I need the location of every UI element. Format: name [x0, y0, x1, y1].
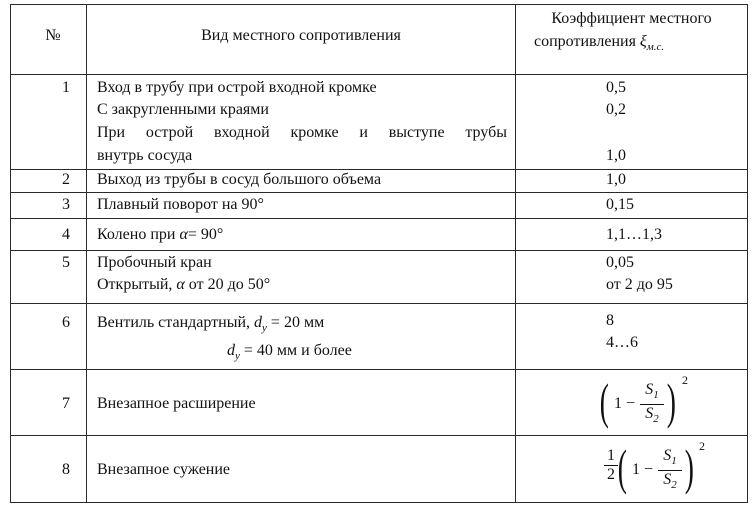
s2-sub: 2	[653, 413, 659, 426]
minus-sign: −	[626, 395, 636, 412]
xi-subscript: м.с.	[646, 41, 665, 54]
formula-one	[614, 394, 635, 414]
row-value: 0,05	[606, 254, 634, 271]
row-value: 1,1…1,3	[606, 226, 662, 243]
table-border-right	[747, 4, 748, 502]
header-type: Вид местного сопротивления	[201, 27, 401, 44]
row-label-rest: = 90°	[187, 226, 224, 243]
row-label: Открытый,	[97, 276, 173, 293]
s1-sub: 1	[671, 455, 677, 468]
row-text: Пробочный кран	[97, 254, 212, 271]
half-fraction	[604, 447, 618, 484]
row-text: При острой входной кромке и выступе трубы	[97, 124, 507, 141]
row-divider	[10, 250, 748, 251]
header-coef-text: сопротивления	[534, 33, 636, 50]
left-paren: (	[617, 439, 627, 495]
row-number: 6	[62, 314, 70, 331]
s1-sub: 1	[653, 389, 659, 402]
row-divider	[10, 435, 748, 436]
row-value: 0,5	[606, 79, 626, 96]
diameter-subscript: y	[235, 350, 240, 363]
row-divider	[10, 369, 748, 370]
area-ratio	[658, 447, 682, 494]
xi-symbol: ξ	[639, 33, 647, 50]
header-coef-line1: Коэффициент местного	[551, 10, 712, 27]
minus-sign: −	[644, 461, 654, 478]
table-border-top	[10, 4, 748, 5]
row-number: 7	[62, 395, 70, 412]
right-paren: )	[684, 439, 694, 495]
row-value: 1,0	[606, 147, 626, 164]
row-label-rest: = 20 мм	[270, 314, 325, 331]
row-text: Внезапное сужение	[97, 461, 231, 478]
s1: S	[645, 381, 654, 398]
header-divider	[10, 74, 748, 75]
row-value: 4…6	[606, 334, 638, 351]
row-number: 2	[62, 171, 70, 188]
left-paren: (	[599, 373, 609, 429]
s2-sub: 2	[671, 479, 677, 492]
row-number: 1	[62, 79, 70, 96]
row-label: Вентиль стандартный,	[97, 314, 251, 331]
formula-one	[632, 460, 653, 480]
row-divider	[10, 192, 748, 193]
row-value: 1,0	[606, 171, 626, 188]
power: 2	[682, 373, 688, 387]
row-text	[97, 313, 324, 338]
row-text: Выход из трубы в сосуд большого объема	[97, 171, 382, 188]
row-number: 4	[62, 226, 70, 243]
s2: S	[645, 405, 654, 423]
row-text: Плавный поворот на 90°	[97, 196, 264, 213]
row-number: 3	[62, 196, 70, 213]
row-label: Колено при	[97, 226, 176, 243]
alpha-symbol: α	[179, 226, 188, 243]
row-divider	[10, 218, 748, 219]
row-text: Внезапное расширение	[97, 395, 256, 412]
area-ratio	[640, 381, 664, 428]
row-text	[227, 341, 352, 366]
row-value: 0,2	[606, 101, 626, 118]
row-text	[97, 275, 270, 295]
column-divider	[515, 4, 516, 502]
row-text: С закругленными краями	[97, 101, 269, 118]
row-divider	[10, 303, 748, 304]
diameter-symbol: d	[227, 342, 235, 359]
row-text	[97, 225, 223, 245]
row-label-rest: от 20 до 50°	[188, 276, 271, 293]
row-label-rest: = 40 мм и более	[243, 342, 352, 359]
column-divider	[86, 4, 87, 502]
diameter-symbol: d	[254, 314, 263, 331]
row-value: 8	[606, 312, 614, 329]
table-border-left	[10, 4, 11, 502]
half-numerator: 1	[604, 447, 618, 466]
one: 1	[614, 395, 622, 412]
right-paren: )	[666, 373, 676, 429]
row-text: Вход в трубу при острой входной кромке	[97, 79, 377, 96]
table-border-bottom	[10, 502, 748, 503]
row-text: внутрь сосуда	[97, 147, 193, 164]
header-coef-line2	[534, 32, 664, 57]
row-value: от 2 до 95	[606, 276, 673, 293]
power: 2	[699, 439, 705, 453]
s2: S	[663, 471, 672, 489]
header-number: №	[45, 27, 61, 44]
row-value: 0,15	[606, 196, 634, 213]
one: 1	[632, 461, 640, 478]
row-number: 5	[62, 254, 70, 271]
alpha-symbol: α	[176, 276, 185, 293]
half-denominator: 2	[607, 466, 615, 483]
diameter-subscript: y	[262, 322, 267, 335]
row-number: 8	[62, 461, 70, 478]
s1: S	[663, 447, 672, 464]
